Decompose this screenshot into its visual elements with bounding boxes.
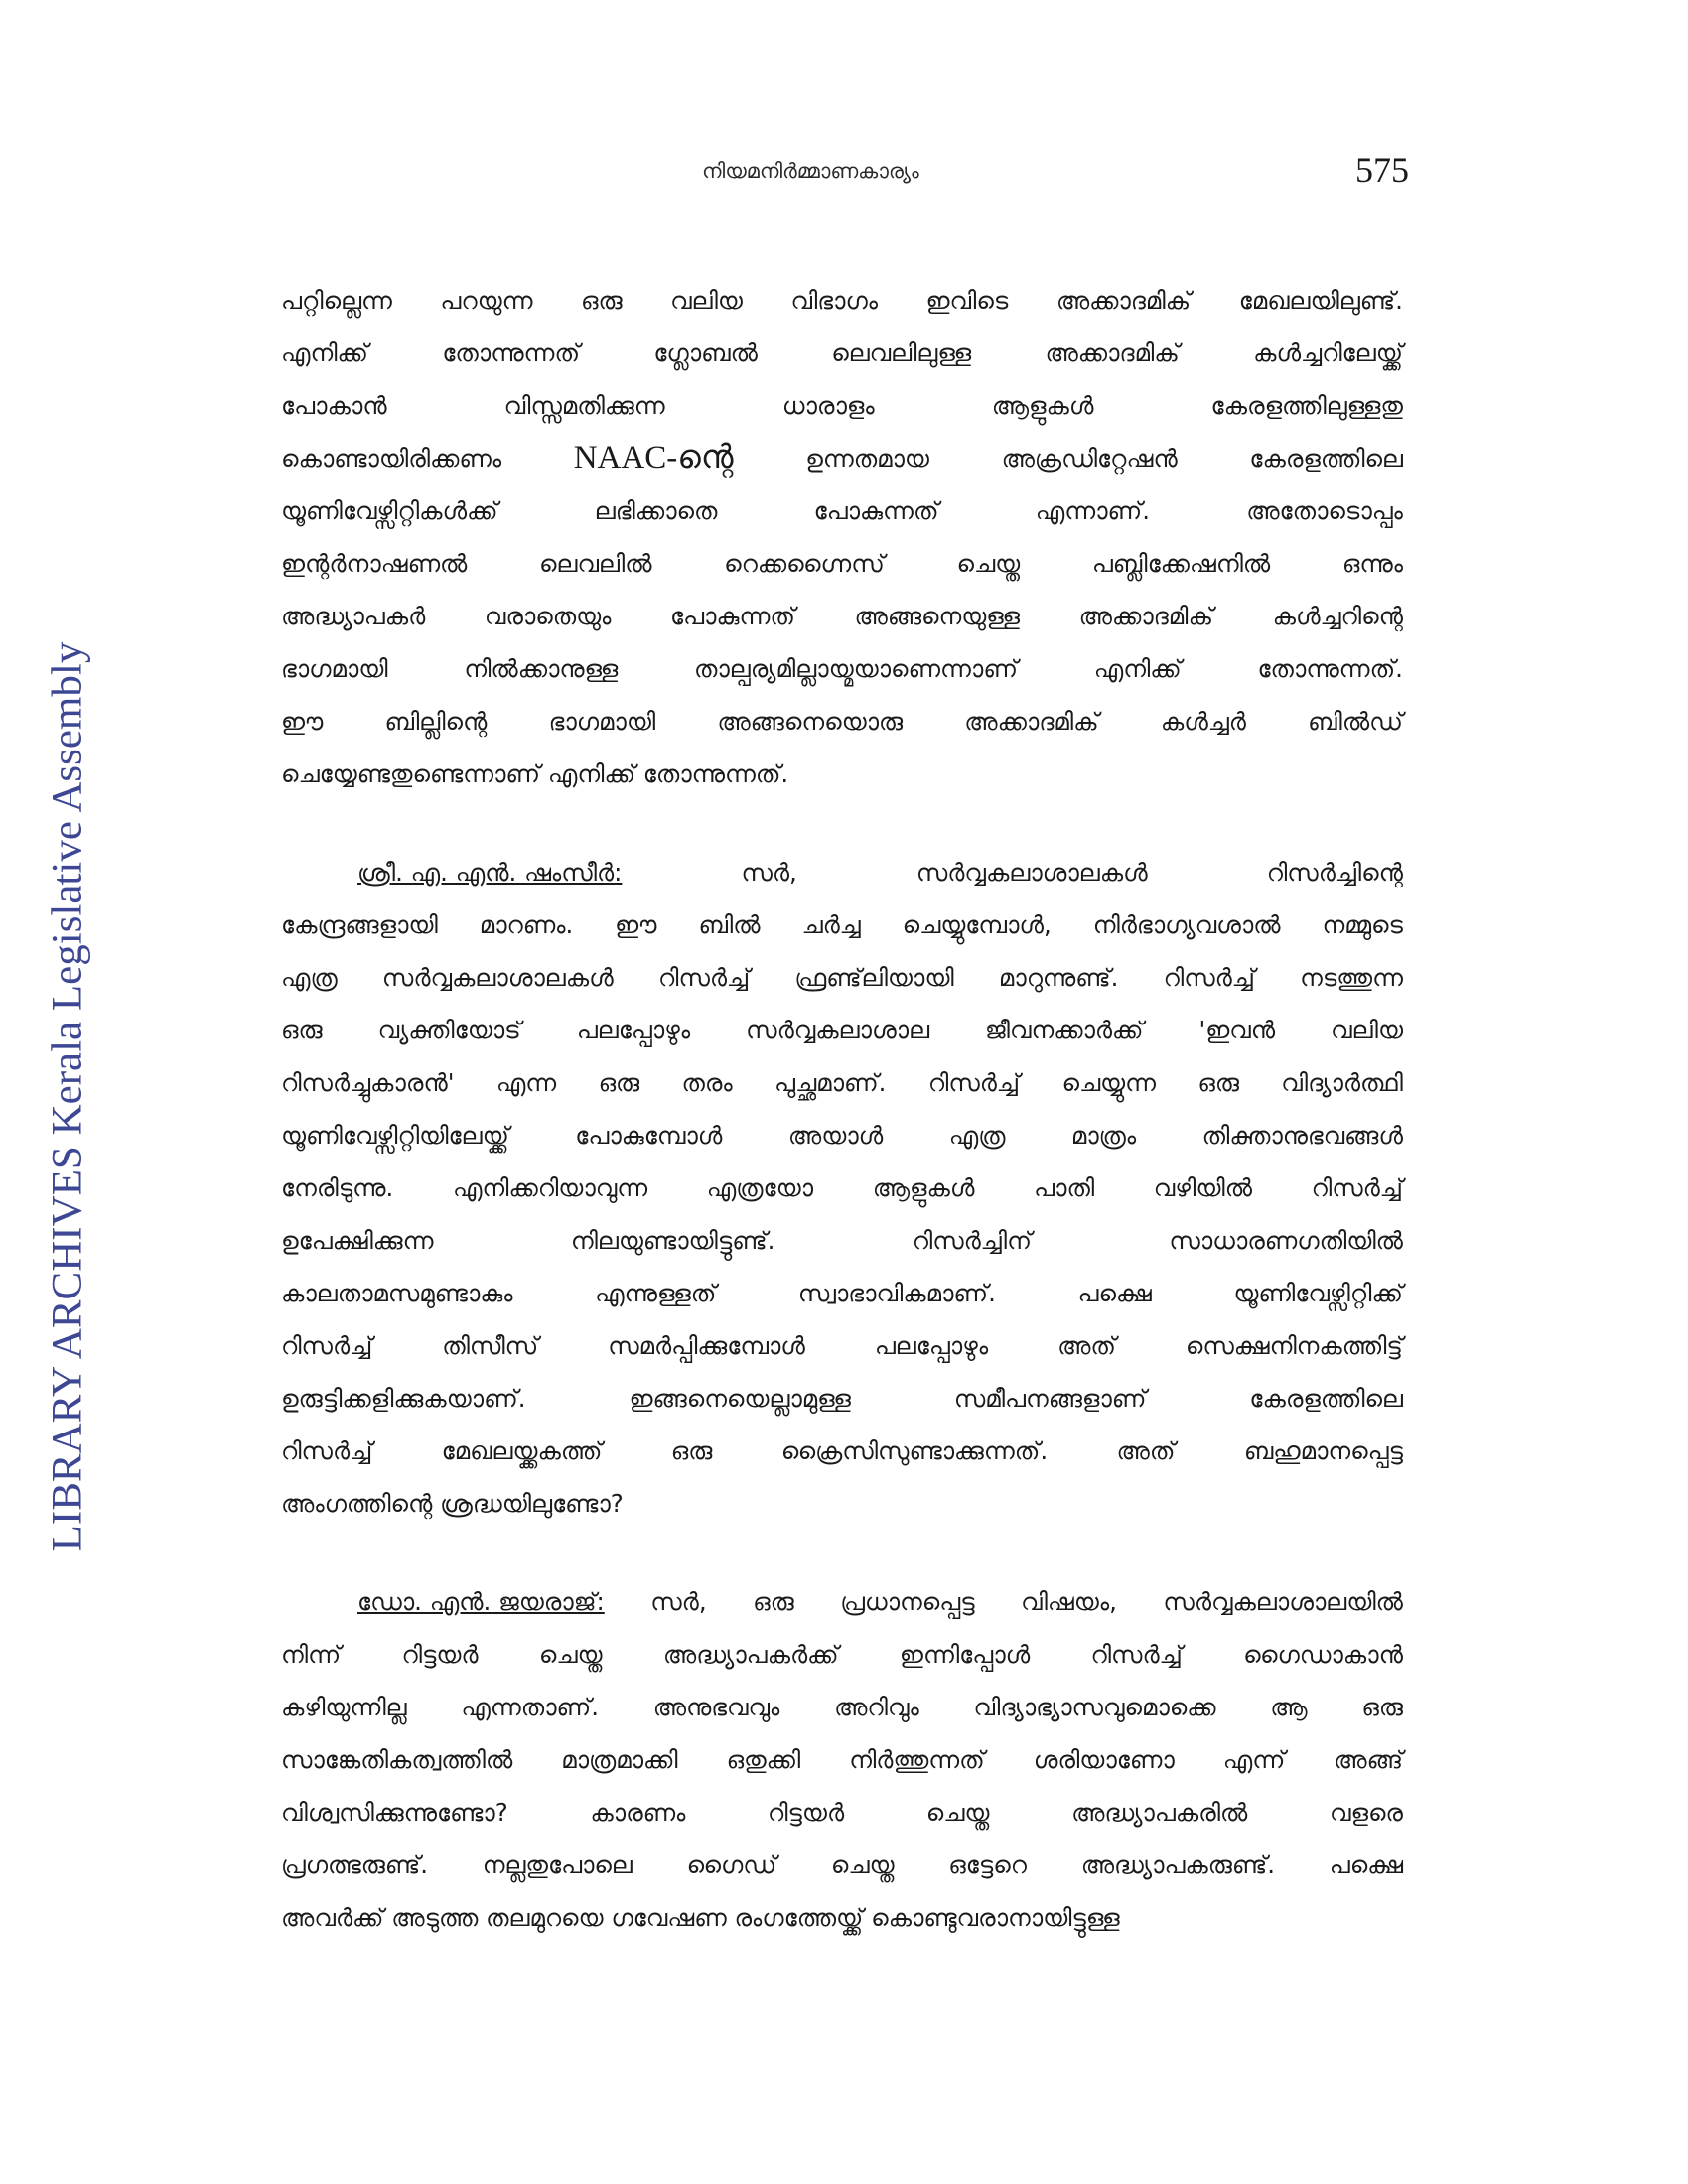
- word: ശ്രദ്ധയിലുണ്ടോ?: [440, 1489, 624, 1518]
- word: അദ്ധ്യാപകർക്ക്: [662, 1640, 839, 1669]
- text-line: [281, 695, 1403, 748]
- word: വലിയ: [1331, 1016, 1403, 1044]
- word: യൂണിവേഴ്സിറ്റികൾക്ക്: [281, 496, 498, 525]
- word: ബിൽഡ്: [1308, 707, 1403, 736]
- word: വിശ്വസിക്കുന്നുണ്ടോ?: [281, 1798, 508, 1827]
- text-line: [281, 590, 1403, 642]
- text-line: [281, 1161, 1403, 1214]
- word: മാത്രമാക്കി: [561, 1745, 678, 1774]
- word: എന്നാണ്.: [1035, 496, 1150, 525]
- word: എനിക്ക്: [547, 759, 635, 788]
- word: വഴിയിൽ: [1153, 1173, 1252, 1202]
- word: ഉന്നതമായ: [805, 444, 929, 473]
- word: 'ഇവൻ: [1198, 1016, 1276, 1044]
- paragraph-gap: [281, 800, 1403, 846]
- word: എന്ന: [495, 1068, 557, 1097]
- word: പക്ഷെ: [1329, 1850, 1403, 1879]
- word: താല്പര്യമില്ലായ്മയാണെന്നാണ്: [694, 654, 1019, 683]
- word: റിസർച്ച്: [281, 1436, 373, 1465]
- word: കഴിയുന്നില്ല: [281, 1693, 407, 1721]
- word: പക്ഷെ: [1077, 1279, 1152, 1307]
- word: കാലതാമസമുണ്ടാകും: [281, 1279, 513, 1307]
- word: അനുഭവവും: [652, 1693, 780, 1721]
- word: സർവ്വകലാശാലകൾ: [915, 858, 1148, 887]
- word: ഗൈഡാകാൻ: [1243, 1640, 1403, 1669]
- word: ചെയ്യേണ്ടതുണ്ടെന്നാണ്: [281, 759, 541, 788]
- word: അറിവും: [834, 1693, 919, 1721]
- text-line: [281, 1575, 1403, 1628]
- word: വിഷയം,: [1021, 1587, 1117, 1616]
- word: സ്വാഭാവികമാണ്.: [797, 1279, 996, 1307]
- text-line: [281, 1319, 1403, 1372]
- word: ഫ്രണ്ട്‌ലിയായി: [794, 963, 954, 992]
- word: NAAC-ന്റെ: [573, 440, 734, 476]
- word: അങ്ങനെയൊരു: [717, 707, 904, 736]
- word: ഗൈഡ്: [686, 1850, 777, 1879]
- word: ചെയ്ത: [925, 1798, 990, 1827]
- word: നിന്ന്: [281, 1640, 342, 1669]
- word: തിക്താനുഭവങ്ങൾ: [1201, 1121, 1403, 1150]
- word: പറയുന്ന: [440, 286, 533, 315]
- word: സർവ്വകലാശാല: [746, 1016, 930, 1044]
- text-line: [281, 1477, 1403, 1530]
- word: യൂണിവേഴ്സിറ്റിക്ക്: [1233, 1279, 1403, 1307]
- archive-watermark: LIBRARY ARCHIVES Kerala Legislative Assembly: [44, 641, 91, 1552]
- word: എന്ന്: [1222, 1745, 1286, 1774]
- word: പോകാൻ: [281, 391, 387, 420]
- word: എനിക്ക്: [1093, 654, 1182, 683]
- word: ഗവേഷണ: [611, 1903, 727, 1932]
- word: ഒരു: [581, 286, 623, 315]
- word: നിൽക്കാനുള്ള: [464, 654, 619, 683]
- word: വിദ്യാർത്ഥി: [1281, 1068, 1403, 1097]
- word: എനിക്ക്: [281, 339, 369, 367]
- word: വിഭാഗം: [790, 286, 879, 315]
- word: ഒരു: [281, 1016, 323, 1044]
- word: മാറുന്നുണ്ട്.: [998, 963, 1119, 992]
- text-line: [281, 846, 1403, 898]
- word: ക്രൈസിസുണ്ടാക്കുന്നത്.: [780, 1436, 1049, 1465]
- word: ഈ: [281, 707, 324, 736]
- word: അംഗത്തിന്റെ: [281, 1489, 433, 1518]
- word: അക്കാദമിക്: [964, 707, 1099, 736]
- word: പലപ്പോഴും: [874, 1331, 989, 1360]
- word: സെക്ഷനിനകത്തിട്ട്: [1185, 1331, 1403, 1360]
- word: നടത്തുന്ന: [1300, 963, 1403, 992]
- word: അക്കാദമിക്: [1078, 602, 1214, 630]
- word: അക്കാദമിക്: [1045, 339, 1180, 367]
- text-line: [281, 274, 1403, 327]
- word: ഭാഗമായി: [281, 654, 388, 683]
- word: റിസർച്ച്: [1311, 1173, 1403, 1202]
- word: റിസർച്ച്: [657, 963, 751, 992]
- word: പോകുന്നത്: [670, 602, 795, 630]
- word: എത്ര: [948, 1121, 1006, 1150]
- word: സർവ്വകലാശാലകൾ: [381, 963, 614, 992]
- word: മേഖലയിലുണ്ട്.: [1238, 286, 1403, 315]
- word: ഭാഗമായി: [548, 707, 656, 736]
- word: ബിൽ: [698, 910, 761, 939]
- text-line: [281, 1425, 1403, 1477]
- text-line: [281, 1267, 1403, 1319]
- text-line: [281, 1214, 1403, 1267]
- speech-paragraph: [281, 1575, 1403, 1944]
- word: വളരെ: [1329, 1798, 1403, 1827]
- word: അക്കാദമിക്: [1055, 286, 1192, 315]
- word: പറ്റില്ലെന്ന: [281, 286, 392, 315]
- word: വിദ്യാഭ്യാസവുമൊക്കെ: [973, 1693, 1216, 1721]
- text-line: [281, 1004, 1403, 1056]
- text-line: [281, 327, 1403, 379]
- word: ശരിയാണോ: [1033, 1745, 1175, 1774]
- word: ചെയ്യുന്ന: [1061, 1068, 1156, 1097]
- speaker-name: ശ്രീ. എ. എൻ. ഷംസീർ:: [357, 858, 623, 887]
- word: പ്രഗത്ഭരുണ്ട്.: [281, 1850, 429, 1879]
- word: എത്ര: [281, 963, 338, 992]
- text-line: [281, 484, 1403, 537]
- text-paragraph: [281, 274, 1403, 800]
- text-line: [281, 537, 1403, 590]
- word: ഒരു: [753, 1587, 794, 1616]
- word: മേഖലയ്ക്കകത്ത്: [441, 1436, 603, 1465]
- word: ഇവിടെ: [925, 286, 1009, 315]
- word: ലെവലിലുള്ള: [831, 339, 972, 367]
- word: നമ്മുടെ: [1322, 910, 1403, 939]
- word: റിട്ടയർ: [768, 1798, 845, 1827]
- word: ഒരു: [598, 1068, 640, 1097]
- word: പബ്ലിക്കേഷനിൽ: [1091, 549, 1271, 578]
- word: ചർച്ച: [801, 910, 861, 939]
- text-line: [281, 1109, 1403, 1161]
- word: അതോടൊപ്പം: [1246, 496, 1403, 525]
- word: എത്രയോ: [706, 1173, 814, 1202]
- text-line: [281, 1372, 1403, 1425]
- word: കൾച്ചറിലേയ്ക്ക്: [1253, 339, 1403, 367]
- text-line: [281, 898, 1403, 951]
- word: ഒരു: [670, 1436, 713, 1465]
- word: കേരളത്തിലെ: [1249, 1384, 1403, 1413]
- word: തിസീസ്: [442, 1331, 539, 1360]
- word: കാരണം: [590, 1798, 686, 1827]
- word: സമർപ്പിക്കുമ്പോൾ: [608, 1331, 805, 1360]
- word: കേരളത്തിലുള്ളതു: [1210, 391, 1403, 420]
- word: പ്രധാനപ്പെട്ട: [840, 1587, 975, 1616]
- word: ബഹുമാനപ്പെട്ട: [1243, 1436, 1403, 1465]
- page-number: 575: [1355, 150, 1409, 190]
- text-line: [281, 1733, 1403, 1786]
- word: കൊണ്ടായിരിക്കണം: [281, 444, 502, 473]
- word: നേരിടുന്നു.: [281, 1173, 394, 1202]
- word: ധാരാളം: [781, 391, 875, 420]
- word: അക്രഡിറ്റേഷൻ: [1001, 444, 1178, 473]
- word: തോന്നുന്നത്: [442, 339, 581, 367]
- word: ഒന്നും: [1341, 549, 1403, 578]
- word: അദ്ധ്യാപകരിൽ: [1071, 1798, 1248, 1827]
- word: ലഭിക്കാതെ: [594, 496, 718, 525]
- text-line: [281, 1056, 1403, 1109]
- word: വലിയ: [670, 286, 743, 315]
- word: റിസർച്ച്: [1163, 963, 1255, 992]
- word: തോന്നുന്നത്.: [1257, 654, 1403, 683]
- word: അങ്ങ്: [1334, 1745, 1403, 1774]
- word: അത്: [1116, 1436, 1176, 1465]
- word: റിസർച്ച്: [281, 1331, 373, 1360]
- text-line: [281, 1681, 1403, 1733]
- word: തലമുറയെ: [486, 1903, 604, 1932]
- word: പലപ്പോഴും: [576, 1016, 691, 1044]
- document-body: [281, 274, 1403, 1944]
- word: നിർത്തുന്നത്: [849, 1745, 985, 1774]
- word: പോകുന്നത്: [813, 496, 939, 525]
- word: തരം: [681, 1068, 733, 1097]
- word: അങ്ങനെയുള്ള: [854, 602, 1021, 630]
- paragraph-gap: [281, 1530, 1403, 1575]
- word: ഗ്ലോബൽ: [653, 339, 758, 367]
- word: യൂണിവേഴ്സിറ്റിയിലേയ്ക്ക്: [281, 1121, 509, 1150]
- word: കൊണ്ടുവരാനായിട്ടുള്ള: [871, 1903, 1120, 1932]
- text-line: [281, 1628, 1403, 1681]
- word: ആളുകൾ: [991, 391, 1094, 420]
- word: നിലയുണ്ടായിട്ടുണ്ട്.: [570, 1226, 775, 1255]
- word: ചെയ്ത: [538, 1640, 603, 1669]
- word: റിസർച്ചിന്: [912, 1226, 1033, 1255]
- word: സർ,: [741, 858, 797, 887]
- word: പുച്ഛമാണ്.: [774, 1068, 887, 1097]
- word: സമീപനങ്ങളാണ്: [953, 1384, 1147, 1413]
- word: മാത്രം: [1070, 1121, 1137, 1150]
- word: ചെയ്ത: [830, 1850, 895, 1879]
- word: ഒരു: [1361, 1693, 1403, 1721]
- word: ഉപേക്ഷിക്കുന്ന: [281, 1226, 434, 1255]
- word: വരാതെയും: [484, 602, 612, 630]
- word: ചെയ്ത: [956, 549, 1021, 578]
- text-line: [281, 642, 1403, 695]
- word: വിസ്സമതിക്കുന്ന: [503, 391, 665, 420]
- word: അദ്ധ്യാപകർ: [281, 602, 426, 630]
- text-line: [281, 379, 1403, 432]
- text-line: [281, 1839, 1403, 1891]
- word: റെക്കഗ്നൈസ്: [724, 549, 885, 578]
- word: അവർക്ക്: [281, 1903, 384, 1932]
- word: റിട്ടയർ: [401, 1640, 479, 1669]
- word: അടുത്ത: [391, 1903, 479, 1932]
- word: ആളുകൾ: [872, 1173, 975, 1202]
- word: കൾച്ചറിന്റെ: [1272, 602, 1403, 630]
- word: പാതി: [1034, 1173, 1095, 1202]
- word: റിസർച്ച്: [1090, 1640, 1183, 1669]
- word: ഒട്ടേറെ: [948, 1850, 1027, 1879]
- word: സാങ്കേതികത്വത്തിൽ: [281, 1745, 513, 1774]
- word: എന്നതാണ്.: [461, 1693, 599, 1721]
- word: പോകുമ്പോൾ: [575, 1121, 723, 1150]
- word: കേന്ദ്രങ്ങളായി: [281, 910, 438, 939]
- text-line: [281, 432, 1403, 484]
- word: എനിക്കറിയാവുന്ന: [452, 1173, 648, 1202]
- word: എന്നുള്ളത്: [595, 1279, 717, 1307]
- word: ബില്ലിന്റെ: [384, 707, 488, 736]
- word: ഈ: [615, 910, 657, 939]
- speaker-name: ഡോ. എൻ. ജയരാജ്:: [357, 1587, 605, 1616]
- word: ആ: [1270, 1693, 1308, 1721]
- text-line: [281, 748, 1403, 800]
- word: കേരളത്തിലെ: [1249, 444, 1403, 473]
- word: റിസർച്ച്: [927, 1068, 1021, 1097]
- running-head-title: നിയമനിർമ്മാണകാര്യം: [702, 159, 919, 183]
- word: അത്: [1057, 1331, 1116, 1360]
- word: വ്യക്തിയോട്: [377, 1016, 521, 1044]
- word: തോന്നുന്നത്.: [642, 759, 789, 788]
- word: ഒരു: [1197, 1068, 1239, 1097]
- word: ലെവലിൽ: [539, 549, 652, 578]
- text-line: [281, 1786, 1403, 1839]
- word: അദ്ധ്യാപകരുണ്ട്.: [1080, 1850, 1276, 1879]
- word: ഇന്റർനാഷണൽ: [281, 549, 468, 578]
- word: റിസർച്ചുകാരൻ': [281, 1068, 455, 1097]
- word: നല്ലതുപോലെ: [482, 1850, 633, 1879]
- word: നിർഭാഗ്യവശാൽ: [1092, 910, 1281, 939]
- word: റിസർച്ചിന്റെ: [1266, 858, 1403, 887]
- word: സർ,: [650, 1587, 707, 1616]
- word: ചെയ്യുമ്പോൾ,: [902, 910, 1052, 939]
- word: സർവ്വകലാശാലയിൽ: [1163, 1587, 1403, 1616]
- word: ഇന്നിപ്പോൾ: [899, 1640, 1031, 1669]
- word: മാറണം.: [479, 910, 574, 939]
- text-line: [281, 951, 1403, 1004]
- speech-paragraph: [281, 846, 1403, 1530]
- word: രംഗത്തേയ്ക്ക്: [734, 1903, 864, 1932]
- word: സാധാരണഗതിയിൽ: [1169, 1226, 1403, 1255]
- word: ഉരുട്ടിക്കളിക്കുകയാണ്.: [281, 1384, 526, 1413]
- word: ഇങ്ങനെയെല്ലാമുള്ള: [629, 1384, 851, 1413]
- word: കൾച്ചർ: [1160, 707, 1246, 736]
- text-line: [281, 1891, 1403, 1944]
- word: ജീവനക്കാർക്ക്: [985, 1016, 1144, 1044]
- word: ഒതുക്കി: [726, 1745, 801, 1774]
- word: അയാൾ: [787, 1121, 884, 1150]
